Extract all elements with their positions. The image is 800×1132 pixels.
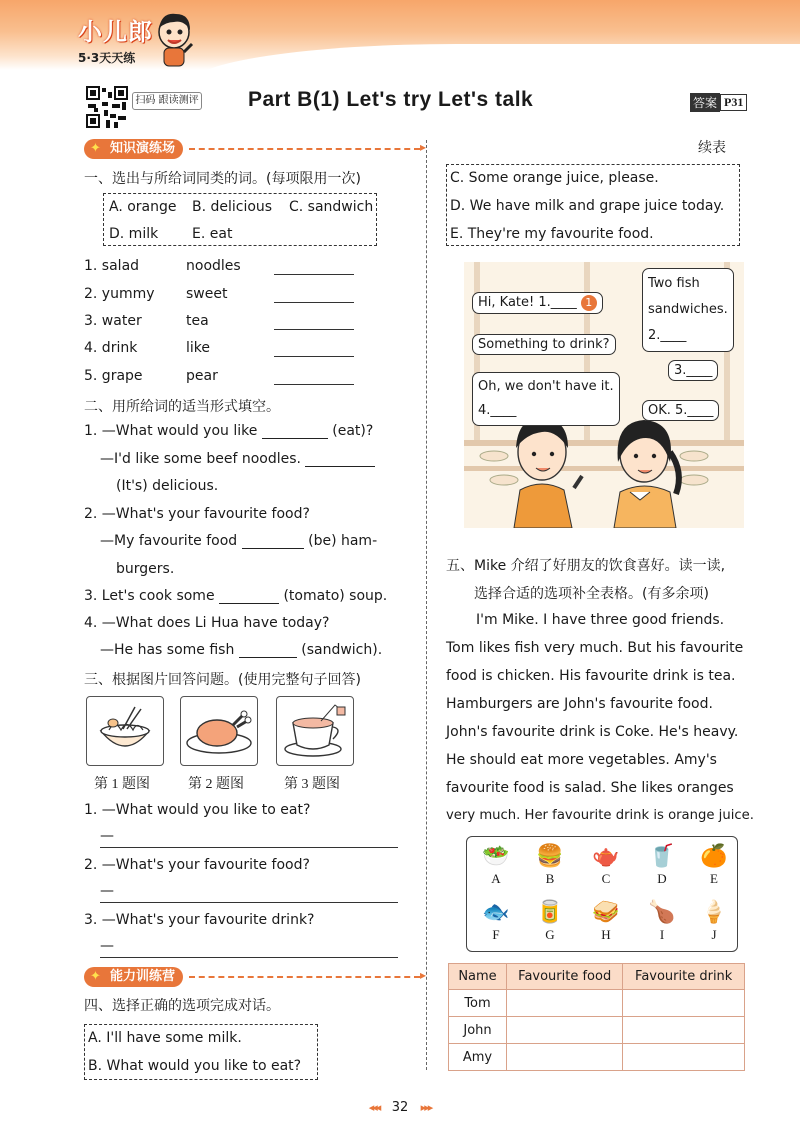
row-name-tom: Tom <box>449 990 507 1017</box>
q5-passage-line-2: Tom likes fish very much. But his favourite <box>446 640 744 656</box>
ice-cream-icon: 🍦 <box>700 899 728 924</box>
header-food: Favourite food <box>507 964 623 990</box>
q1-word-4: like <box>186 340 211 356</box>
page-number: 32 <box>391 1100 409 1115</box>
q2-blank-3[interactable] <box>219 588 279 604</box>
orange-icon: 🍊 <box>700 843 728 868</box>
qr-label[interactable]: 扫码 跟读测评 <box>132 92 202 110</box>
page-title: Part B(1) Let's try Let's talk <box>248 88 534 111</box>
q2-line-2c: burgers. <box>116 561 175 577</box>
q5-passage-line-1: I'm Mike. I have three good friends. <box>476 612 725 628</box>
table-row <box>449 1017 745 1044</box>
q5-passage-line-5: John's favourite drink is Coke. He's heavy. <box>446 724 739 740</box>
q1-word-3: tea <box>186 313 209 329</box>
q1-word-2: sweet <box>186 286 228 302</box>
q3-dash-1: — <box>100 828 114 844</box>
section-knowledge-title: ✦ 知识演练场 <box>84 139 183 159</box>
q1-word-1: noodles <box>186 258 241 274</box>
q3-picture-3 <box>276 696 354 766</box>
bubble-1: Hi, Kate! 1.____ 1 <box>472 292 603 314</box>
juice-icon: 🥤 <box>648 843 676 868</box>
page-footer <box>0 1100 800 1115</box>
bubble-6: OK. 5.____ <box>642 400 719 421</box>
q3-caption-3: 第 3 题图 <box>284 777 340 792</box>
q3-answer-2[interactable] <box>100 902 398 903</box>
bubble-5: 3.____ <box>668 360 718 381</box>
q1-item-4: 4. drink <box>84 340 138 356</box>
row-name-amy: Amy <box>449 1044 507 1071</box>
food-option-a[interactable]: 🥗 A <box>473 841 519 887</box>
food-option-i[interactable]: 🍗 I <box>639 897 685 943</box>
noodle-bowl-icon <box>87 697 163 765</box>
q3-dash-3: — <box>100 938 114 954</box>
answer-word: 答案 <box>690 93 720 112</box>
food-option-h[interactable]: 🥪 H <box>583 897 629 943</box>
q1-blank-1[interactable] <box>274 274 354 275</box>
q2-line-2b: —My favourite food (be) ham- <box>100 533 378 549</box>
tom-drink-cell[interactable] <box>623 990 745 1017</box>
q3-picture-1 <box>86 696 164 766</box>
q2-blank-1[interactable] <box>262 423 328 439</box>
header-drink: Favourite drink <box>623 964 745 990</box>
q2-line-4b: —He has some fish (sandwich). <box>100 642 383 658</box>
answer-reference <box>690 93 747 112</box>
q5-heading-b: 选择合适的选项补全表格。(有多余项) <box>474 586 709 602</box>
john-drink-cell[interactable] <box>623 1017 745 1044</box>
next-arrows-icon: ▸▸▸ <box>420 1101 432 1114</box>
q3-caption-2: 第 2 题图 <box>188 777 244 792</box>
q1-option-a: A. orange <box>109 199 177 215</box>
food-option-j[interactable]: 🍦 J <box>691 897 737 943</box>
q2-line-2a: 2. —What's your favourite food? <box>84 506 310 522</box>
answer-page: P31 <box>720 94 747 111</box>
q3-answer-1[interactable] <box>100 847 398 848</box>
header-name: Name <box>449 964 507 990</box>
brand-name: 小儿郎 <box>78 18 153 46</box>
q1-item-5: 5. grape <box>84 368 143 384</box>
q1-option-b: B. delicious <box>192 199 273 215</box>
bubble-4: Two fish sandwiches. 2.____ <box>642 268 734 352</box>
q1-word-5: pear <box>186 368 218 384</box>
row-name-john: John <box>449 1017 507 1044</box>
q1-blank-5[interactable] <box>274 384 354 385</box>
food-option-d[interactable]: 🥤 D <box>639 841 685 887</box>
food-option-g[interactable]: 🥫 G <box>527 897 573 943</box>
q4-option-c: C. Some orange juice, please. <box>450 170 659 186</box>
q1-option-c: C. sandwich <box>289 199 374 215</box>
q2-blank-4[interactable] <box>239 642 297 658</box>
food-option-b[interactable]: 🍔 B <box>527 841 573 887</box>
q2-blank-2[interactable] <box>242 533 304 549</box>
dialogue-illustration <box>464 262 744 528</box>
food-option-e[interactable]: 🍊 E <box>691 841 737 887</box>
roast-chicken-icon <box>181 697 257 765</box>
john-food-cell[interactable] <box>507 1017 623 1044</box>
section-ability-bar <box>84 966 420 988</box>
bubble-2: Something to drink? <box>472 334 616 355</box>
q5-passage-line-7: favourite food is salad. She likes oranges <box>446 780 734 796</box>
amy-food-cell[interactable] <box>507 1044 623 1071</box>
bubble-3: Oh, we don't have it. 4.____ <box>472 372 620 426</box>
fish-icon: 🐟 <box>482 899 510 924</box>
sandwich-icon: 🥪 <box>592 899 620 924</box>
hamburger-icon: 🍔 <box>536 843 564 868</box>
q1-item-3: 3. water <box>84 313 142 329</box>
table-row <box>449 1044 745 1071</box>
q3-question-1: 1. —What would you like to eat? <box>84 802 311 818</box>
q2-line-1a: 1. —What would you like (eat)? <box>84 423 374 439</box>
table-row <box>449 990 745 1017</box>
q4-option-e: E. They're my favourite food. <box>450 226 654 242</box>
q1-heading: 一、选出与所给词同类的词。(每项限用一次) <box>84 171 361 187</box>
q3-answer-3[interactable] <box>100 957 398 958</box>
q4-option-b: B. What would you like to eat? <box>88 1058 302 1074</box>
food-options-box <box>466 836 738 952</box>
food-option-c[interactable]: 🫖 C <box>583 841 629 887</box>
q1-blank-3[interactable] <box>274 329 354 330</box>
q4-heading: 四、选择正确的选项完成对话。 <box>84 998 280 1014</box>
q5-passage-line-4: Hamburgers are John's favourite food. <box>446 696 713 712</box>
table-header-row <box>449 964 745 990</box>
q2-blank-1b[interactable] <box>305 451 375 467</box>
q3-heading: 三、根据图片回答问题。(使用完整句子回答) <box>84 672 361 688</box>
mascot-boy-icon <box>150 8 198 68</box>
q1-item-1: 1. salad <box>84 258 140 274</box>
q3-question-3: 3. —What's your favourite drink? <box>84 912 315 928</box>
section-knowledge-bar <box>84 138 420 160</box>
q1-option-d: D. milk <box>109 226 159 242</box>
chicken-icon: 🍗 <box>648 899 676 924</box>
q1-blank-2[interactable] <box>274 302 354 303</box>
q3-question-2: 2. —What's your favourite food? <box>84 857 310 873</box>
teapot-icon: 🫖 <box>592 843 620 868</box>
q3-caption-1: 第 1 题图 <box>94 777 150 792</box>
tom-food-cell[interactable] <box>507 990 623 1017</box>
prev-arrows-icon: ◂◂◂ <box>368 1101 380 1114</box>
favourites-table <box>448 963 745 1071</box>
q3-picture-2 <box>180 696 258 766</box>
q2-line-1c: (It's) delicious. <box>116 478 219 494</box>
q5-heading-a: 五、Mike 介绍了好朋友的饮食喜好。读一读, <box>446 558 726 574</box>
dialogue-number-badge: 1 <box>581 295 597 311</box>
can-icon: 🥫 <box>536 899 564 924</box>
brand-logo <box>78 12 153 66</box>
q1-option-e: E. eat <box>192 226 233 242</box>
q1-blank-4[interactable] <box>274 356 354 357</box>
q2-line-4a: 4. —What does Li Hua have today? <box>84 615 330 631</box>
tea-cup-icon <box>277 697 353 765</box>
q4-option-a: A. I'll have some milk. <box>88 1030 242 1046</box>
q2-line-3: 3. Let's cook some (tomato) soup. <box>84 588 388 604</box>
amy-drink-cell[interactable] <box>623 1044 745 1071</box>
q2-heading: 二、用所给词的适当形式填空。 <box>84 399 280 415</box>
q4-option-d: D. We have milk and grape juice today. <box>450 198 725 214</box>
column-divider <box>426 140 427 1070</box>
q5-passage-line-3: food is chicken. His favourite drink is tea. <box>446 668 736 684</box>
qr-code-icon[interactable] <box>86 86 128 128</box>
q5-passage-line-8: very much. Her favourite drink is orange juice. <box>446 808 754 823</box>
food-option-f[interactable]: 🐟 F <box>473 897 519 943</box>
section-ability-title: ✦ 能力训练营 <box>84 967 183 987</box>
series-name: 5·3天天练 <box>78 51 136 65</box>
q3-dash-2: — <box>100 883 114 899</box>
q2-line-1b: —I'd like some beef noodles. <box>100 451 375 467</box>
q1-item-2: 2. yummy <box>84 286 155 302</box>
q4-continued-label: 续表 <box>698 140 726 156</box>
q5-passage-line-6: He should eat more vegetables. Amy's <box>446 752 717 768</box>
salad-icon: 🥗 <box>482 843 510 868</box>
